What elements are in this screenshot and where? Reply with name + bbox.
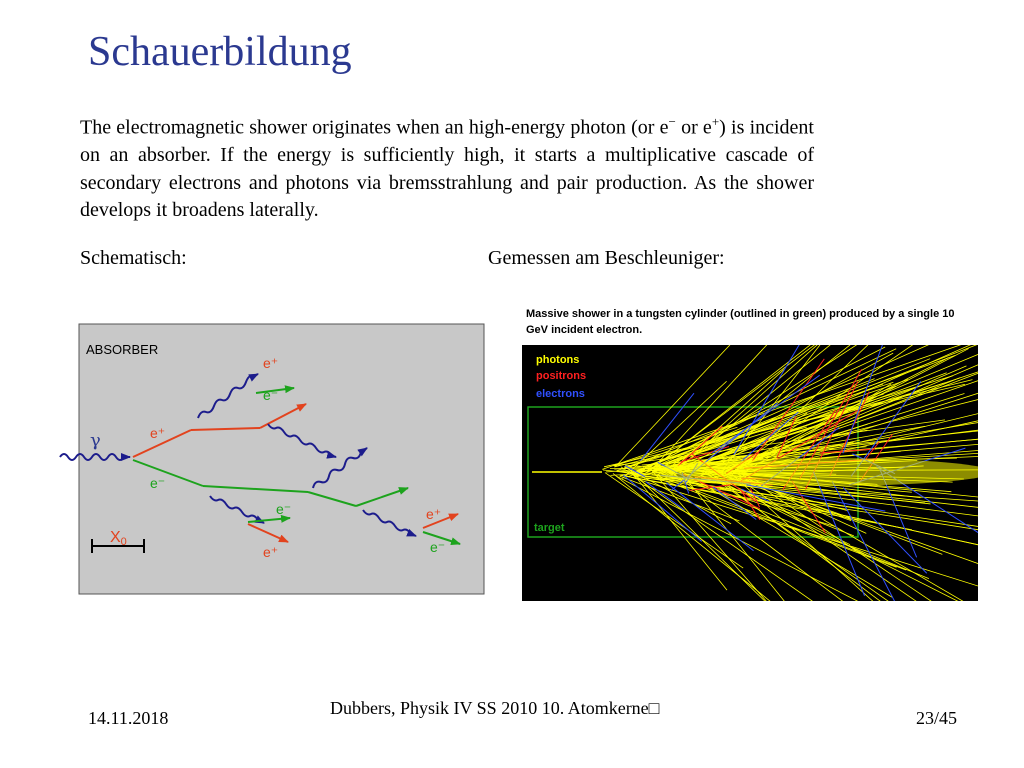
paragraph-text-3: ) is incident on an absorber. If the energy is sufficiently high, it starts a multiplicative cascade of secondary electrons and photons via bremsstrahlung and pair production. As the shower develops it broadens laterally. bbox=[80, 116, 814, 222]
paragraph-text-2: or e bbox=[675, 116, 712, 139]
slide-title: Schauerbildung bbox=[88, 29, 352, 75]
label-e-plus-1: e⁺ bbox=[150, 425, 166, 441]
paragraph-sup-plus: + bbox=[711, 114, 720, 129]
footer-date: 14.11.2018 bbox=[88, 708, 169, 728]
label-e-plus-2: e⁺ bbox=[263, 355, 279, 371]
shower-schematic bbox=[58, 322, 486, 596]
label-e-minus-2: e⁻ bbox=[263, 387, 279, 403]
absorber-box bbox=[79, 324, 484, 594]
footer-source: Dubbers, Physik IV SS 2010 10. Atomkerne□ bbox=[330, 698, 660, 718]
schematic-label: Schematisch: bbox=[80, 247, 187, 269]
shower-core bbox=[652, 458, 978, 486]
shower-photo bbox=[522, 345, 978, 601]
legend-positrons: positrons bbox=[536, 370, 587, 382]
target-label: target bbox=[534, 522, 565, 534]
label-e-minus-1: e⁻ bbox=[150, 475, 166, 491]
label-e-minus-3: e⁻ bbox=[276, 501, 292, 517]
paragraph-sup-minus: − bbox=[668, 114, 676, 129]
label-e-plus-3: e⁺ bbox=[263, 544, 279, 560]
x0-label: X0 bbox=[110, 529, 127, 548]
description-paragraph bbox=[80, 108, 814, 225]
legend-electrons: electrons bbox=[536, 388, 585, 400]
label-e-minus-4: e⁻ bbox=[430, 539, 446, 555]
gamma-label: γ bbox=[90, 430, 101, 451]
measured-label: Gemessen am Beschleuniger: bbox=[488, 247, 725, 269]
photo-caption: Massive shower in a tungsten cylinder (outlined in green) produced by a single 10 GeV incident electron. bbox=[522, 302, 976, 345]
absorber-label: ABSORBER bbox=[86, 342, 159, 357]
footer-page-number: 23/45 bbox=[916, 708, 958, 728]
paragraph-text-1: The electromagnetic shower originates when an high-energy photon (or e bbox=[80, 116, 669, 139]
legend-photons: photons bbox=[536, 354, 580, 366]
label-e-plus-4: e⁺ bbox=[426, 506, 442, 522]
